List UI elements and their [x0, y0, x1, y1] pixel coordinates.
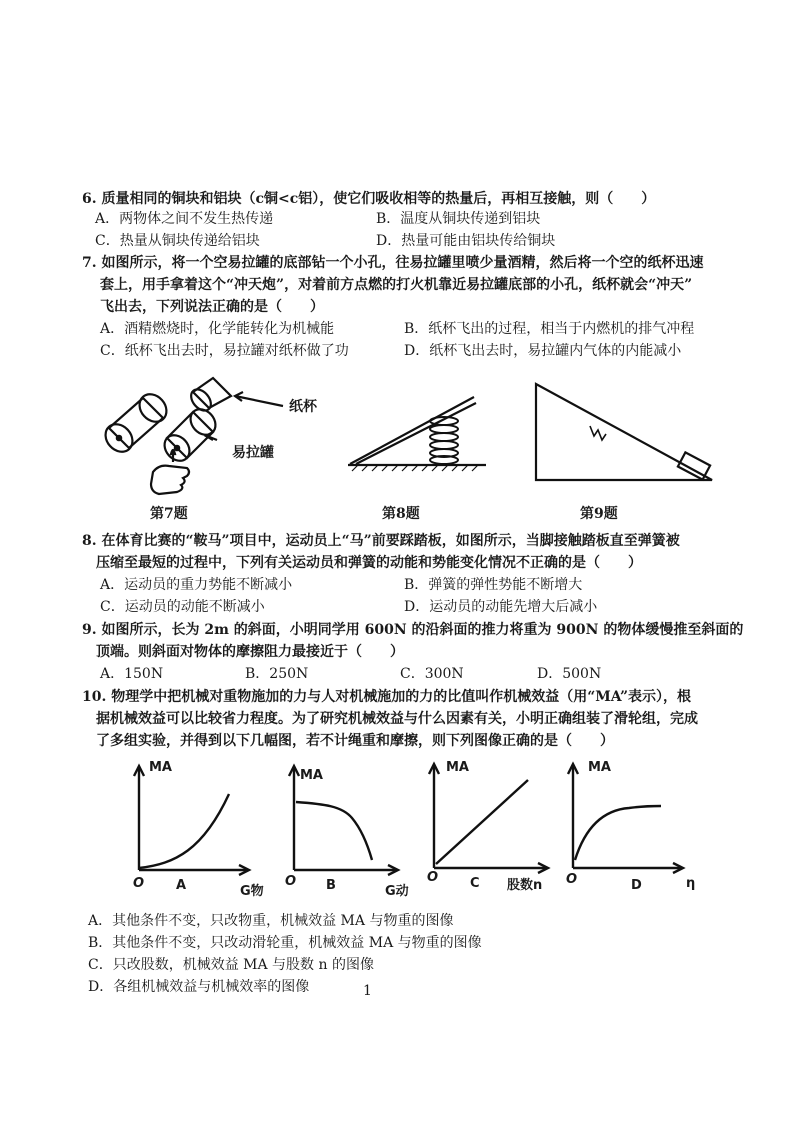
graph-b-x-label: G动 [385, 884, 409, 899]
graph-c-origin: O [427, 870, 439, 885]
graph-d-origin: O [566, 872, 578, 887]
q6-option-d: D．热量可能由铝块传给铜块 [376, 233, 556, 249]
q8-option-b: B．弹簧的弹性势能不断增大 [404, 577, 583, 593]
q6-stem: 6. 质量相同的铜块和铝块（c铜<c铝），使它们吸收相等的热量后，再相互接触，则（ ） [82, 191, 656, 207]
graph-c-y-label: MA [446, 760, 469, 775]
graph-d [563, 758, 693, 878]
q10-stem-line3: 了多组实验，并得到以下几幅图，若不计绳重和摩擦，则下列图像正确的是（ ） [96, 733, 614, 749]
q8-stem-line1: 8. 在体育比赛的“鞍马”项目中，运动员上“马”前要踩踏板，如图所示，当脚接触踏板直至弹簧被 [82, 533, 680, 549]
q6-option-c: C．热量从铜块传递给铝块 [95, 233, 260, 249]
graph-b-y-label: MA [300, 768, 323, 783]
q7-figure [95, 370, 315, 500]
graph-d-letter: D [631, 878, 642, 893]
q7-option-b: B．纸杯飞出的过程，相当于内燃机的排气冲程 [404, 321, 695, 337]
graph-a-x-label: G物 [240, 884, 264, 899]
q9-option-c: C．300N [400, 666, 464, 682]
q9-figure [530, 378, 720, 488]
q9-option-b: B．250N [245, 666, 309, 682]
q7-stem-line1: 7. 如图所示，将一个空易拉罐的底部钻一个小孔，往易拉罐里喷少量酒精，然后将一个空的纸杯迅速 [82, 255, 704, 271]
q9-stem-line1: 9. 如图所示，长为 2m 的斜面，小明同学用 600N 的沿斜面的推力将重为 900N 的物体缓慢推至斜面的 [82, 622, 744, 638]
graph-b-origin: O [285, 874, 297, 889]
graph-c-x-label: 股数n [507, 878, 543, 893]
q8-figure [340, 385, 490, 485]
q8-stem-line2: 压缩至最短的过程中，下列有关运动员和弹簧的动能和势能变化情况不正确的是（ ） [96, 555, 642, 571]
q9-stem-line2: 顶端。则斜面对物体的摩擦阻力最接近于（ ） [96, 644, 404, 660]
q10-stem-line2: 据机械效益可以比较省力程度。为了研究机械效益与什么因素有关，小明正确组装了滑轮组，完成 [96, 711, 698, 727]
cup-label: 纸杯 [289, 399, 317, 415]
figure-9-caption: 第9题 [580, 506, 618, 522]
figure-8-caption: 第8题 [382, 506, 420, 522]
graph-a-y-label: MA [149, 760, 172, 775]
q7-option-d: D．纸杯飞出去时，易拉罐内气体的内能减小 [404, 343, 682, 359]
q10-option-b: B．其他条件不变，只改动滑轮重，机械效益 MA 与物重的图像 [88, 935, 482, 951]
q10-option-c: C．只改股数，机械效益 MA 与股数 n 的图像 [88, 957, 374, 973]
q10-option-d: D．各组机械效益与机械效率的图像 [88, 979, 310, 995]
graph-c-letter: C [470, 876, 480, 891]
can-label: 易拉罐 [232, 445, 274, 461]
q8-option-c: C．运动员的动能不断减小 [100, 599, 265, 615]
q8-option-a: A．运动员的重力势能不断减小 [100, 577, 293, 593]
graph-d-y-label: MA [588, 760, 611, 775]
q10-option-a: A．其他条件不变，只改物重，机械效益 MA 与物重的图像 [88, 913, 454, 929]
graph-b-letter: B [326, 878, 336, 893]
graph-a [125, 760, 255, 880]
q7-stem-line2: 套上，用手拿着这个“冲天炮”，对着前方点燃的打火机靠近易拉罐底部的小孔，纸杯就会“冲天” [100, 277, 693, 293]
q6-option-a: A．两物体之间不发生热传递 [95, 211, 274, 227]
q7-option-c: C．纸杯飞出去时，易拉罐对纸杯做了功 [100, 343, 349, 359]
q6-option-b: B．温度从铜块传递到铝块 [376, 211, 541, 227]
figure-7-caption: 第7题 [150, 506, 188, 522]
graph-c [424, 758, 554, 878]
q10-stem-line1: 10. 物理学中把机械对重物施加的力与人对机械施加的力的比值叫作机械效益（用“MA”表示），根 [82, 689, 692, 705]
q8-option-d: D．运动员的动能先增大后减小 [404, 599, 598, 615]
graph-a-letter: A [176, 878, 187, 893]
q7-option-a: A．酒精燃烧时，化学能转化为机械能 [100, 321, 335, 337]
q7-stem-line3: 飞出去，下列说法正确的是（ ） [100, 299, 324, 315]
q9-option-a: A．150N [100, 666, 164, 682]
graph-a-origin: O [133, 876, 145, 891]
q9-option-d: D．500N [537, 666, 602, 682]
graph-d-x-label: η [686, 876, 696, 891]
page-number: 1 [363, 983, 372, 999]
